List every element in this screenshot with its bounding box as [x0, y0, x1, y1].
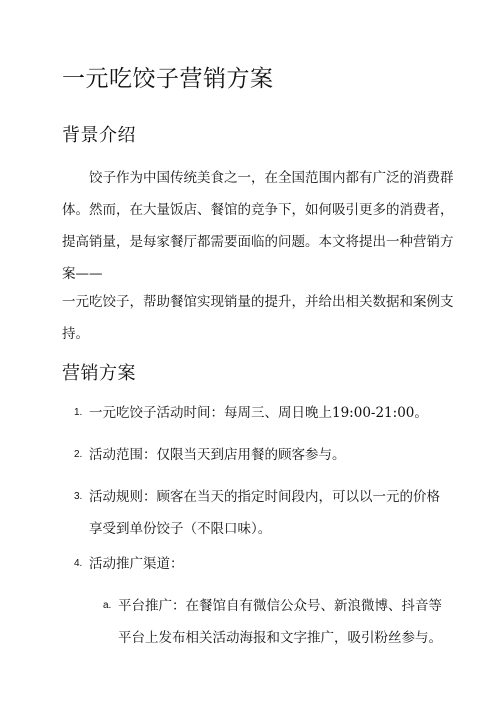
list-item-text: 活动范围：仅限当天到店用餐的顾客参与。 [89, 447, 346, 463]
list-item-text: 享受到单份饺子（不限口味）。 [89, 521, 272, 537]
paragraph-line: 饺子作为中国传统美食之一，在全国范围内都有广泛的消费群 [89, 170, 454, 186]
paragraph-line: 一元吃饺子，帮助餐馆实现销量的提升，并给出相关数据和案例支 [62, 294, 454, 310]
list-item-text: 活动规则：顾客在当天的指定时间段内，可以以一元的价格 [89, 489, 440, 505]
list-item [62, 481, 452, 545]
list-marker: 1. [74, 407, 83, 418]
list-marker: 2. [74, 449, 83, 460]
list-item-text: 一元吃饺子活动时间：每周三、周日晚上19:00-21:00。 [89, 405, 428, 421]
list-item [62, 548, 452, 580]
background-paragraph-1 [62, 162, 454, 290]
background-paragraph-2 [62, 286, 454, 350]
list-marker: 3. [74, 491, 83, 502]
sub-list-item [90, 590, 450, 654]
list-item-text: 活动推广渠道： [89, 556, 184, 572]
list-item-text: 平台上发布相关活动海报和文字推广，吸引粉丝参与。 [118, 630, 442, 646]
paragraph-line: 提高销量，是每家餐厅都需要面临的问题。本文将提出一种营销方 [62, 234, 454, 250]
list-marker: 4. [74, 558, 83, 569]
list-item-text: 平台推广：在餐馆自有微信公众号、新浪微博、抖音等 [118, 598, 442, 614]
section-heading-plan: 营销方案 [62, 363, 136, 384]
section-heading-background: 背景介绍 [62, 125, 136, 146]
paragraph-line: 持。 [62, 326, 89, 342]
paragraph-line: 体。然而，在大量饭店、餐馆的竞争下，如何吸引更多的消费者， [62, 202, 454, 218]
document-title: 一元吃饺子营销方案 [62, 66, 274, 92]
list-item [62, 397, 452, 429]
list-item [62, 439, 452, 471]
paragraph-line: 案—— [62, 266, 103, 282]
list-marker: a. [103, 600, 112, 611]
